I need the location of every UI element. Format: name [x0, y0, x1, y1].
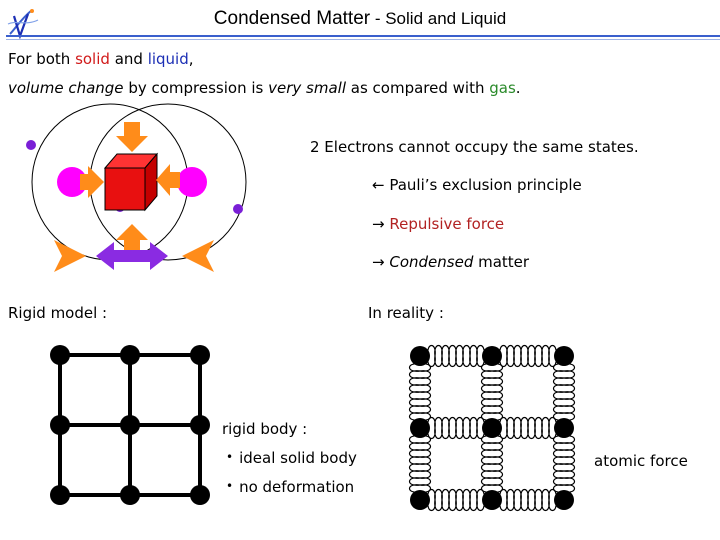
spring-atom: [410, 490, 430, 510]
spring-atom: [554, 490, 574, 510]
spring-v-1-0-back: [420, 436, 431, 493]
spring-h-2-1: [500, 490, 557, 501]
arrow-down-icon: [116, 122, 148, 152]
spring-atom: [410, 418, 430, 438]
rigid-bullet-1: • ideal solid body: [226, 449, 357, 467]
electron-3: [233, 204, 243, 214]
spring-v-0-1-back: [492, 364, 503, 421]
spring-h-1-0-back: [428, 428, 485, 439]
title-rule-thin: [6, 39, 720, 40]
spring-v-1-1-back: [492, 436, 503, 493]
nucleus-right: [177, 167, 207, 197]
spring-v-1-1: [482, 436, 493, 493]
intro-line-2: volume change by compression is very small as compared with gas.: [8, 79, 521, 97]
electron-1: [26, 140, 36, 150]
page-title: Condensed Matter - Solid and Liquid: [213, 8, 507, 29]
spring-h-2-0-back: [428, 500, 485, 511]
spring-v-0-2: [554, 364, 565, 421]
pauli-principle: ← Pauli’s exclusion principle: [372, 176, 582, 194]
spring-h-1-1-back: [500, 428, 557, 439]
spring-h-0-1-back: [500, 356, 557, 367]
spring-h-1-0: [428, 418, 485, 429]
spring-v-1-2: [554, 436, 565, 493]
spring-lattice-diagram: [398, 334, 588, 524]
spring-h-0-0: [428, 346, 485, 357]
arrow-left-icon: ←: [372, 176, 385, 194]
spring-h-1-1: [500, 418, 557, 429]
spring-h-2-1-back: [500, 500, 557, 511]
arrow-diag-left-icon: [54, 240, 86, 272]
spring-atom: [482, 490, 502, 510]
condensed-matter: → Condensed matter: [372, 253, 530, 271]
title-rule: [6, 35, 720, 37]
spring-atom: [554, 418, 574, 438]
spring-v-0-1: [482, 364, 493, 421]
atomic-force-label: atomic force: [594, 452, 688, 470]
spring-v-0-0-back: [420, 364, 431, 421]
spring-v-1-2-back: [564, 436, 575, 493]
spring-v-0-2-back: [564, 364, 575, 421]
spring-h-2-0: [428, 490, 485, 501]
spring-atom: [554, 346, 574, 366]
arrow-right-icon: →: [372, 253, 385, 271]
spring-atom: [410, 346, 430, 366]
spring-atom: [482, 346, 502, 366]
atom-compression-diagram: [0, 110, 300, 280]
reality-label: In reality :: [368, 304, 444, 322]
arrow-up-icon: [116, 224, 148, 254]
cube-icon: [105, 154, 157, 210]
arrow-right-icon: →: [372, 215, 385, 233]
rigid-lattice-diagram: [40, 340, 230, 510]
spring-atom: [482, 418, 502, 438]
arrow-diag-right-icon: [182, 240, 214, 272]
spring-v-1-0: [410, 436, 421, 493]
spring-v-0-0: [410, 364, 421, 421]
spring-h-0-0-back: [428, 356, 485, 367]
arrow-left-icon: [156, 164, 180, 196]
rigid-model-label: Rigid model :: [8, 304, 108, 322]
arrow-right-icon: [80, 166, 104, 198]
rigid-bullet-2: • no deformation: [226, 478, 355, 496]
intro-line-1: For both solid and liquid,: [8, 50, 194, 68]
pauli-statement: 2 Electrons cannot occupy the same states.: [310, 138, 639, 156]
spring-h-0-1: [500, 346, 557, 357]
rigid-body-title: rigid body :: [222, 420, 308, 438]
repulsive-force: → Repulsive force: [372, 215, 505, 233]
